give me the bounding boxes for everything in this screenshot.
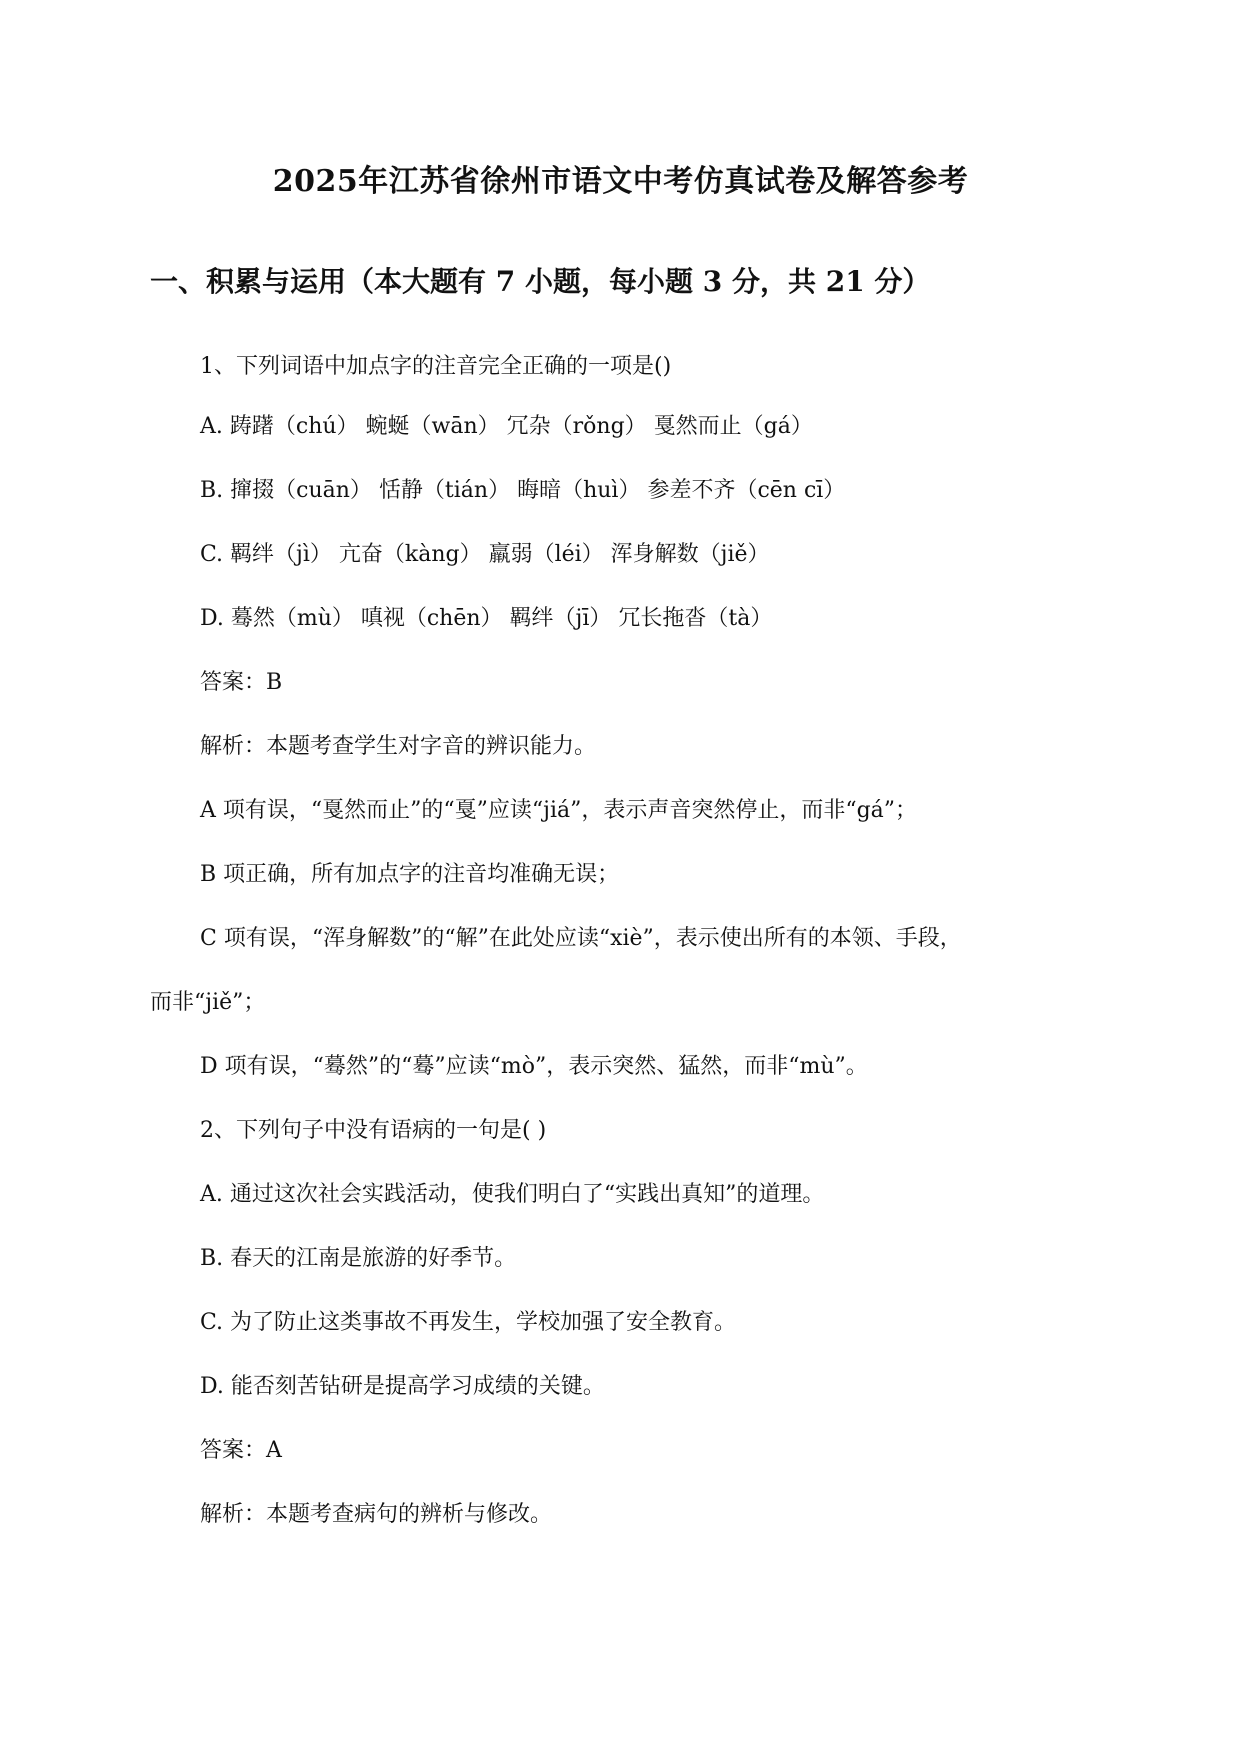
section-heading: 一、积累与运用（本大题有 7 小题，每小题 3 分，共 21 分） — [150, 265, 931, 298]
question-2-option-d: D. 能否刻苦钻研是提高学习成绩的关键。 — [200, 1374, 605, 1399]
question-1-analysis-d: D 项有误，“蓦然”的“蓦”应读“mò”，表示突然、猛然，而非“mù”。 — [200, 1054, 868, 1079]
question-1-stem: 1、下列词语中加点字的注音完全正确的一项是() — [200, 354, 672, 379]
question-2-option-b: B. 春天的江南是旅游的好季节。 — [200, 1246, 517, 1271]
question-1-option-a: A. 踌躇（chú） 蜿蜒（wān） 冗杂（rǒng） 戛然而止（gá） — [200, 414, 813, 439]
question-1-analysis-c: C 项有误，“浑身解数”的“解”在此处应读“xiè”，表示使出所有的本领、手段， — [200, 926, 962, 951]
question-1-option-d: D. 蓦然（mù） 嗔视（chēn） 羁绊（jī） 冗长拖沓（tà） — [200, 606, 773, 631]
question-2-analysis-intro: 解析：本题考查病句的辨析与修改。 — [200, 1502, 553, 1527]
question-1-answer: 答案：B — [200, 670, 283, 695]
question-2-option-a: A. 通过这次社会实践活动，使我们明白了“实践出真知”的道理。 — [200, 1182, 825, 1207]
question-1-analysis-b: B 项正确，所有加点字的注音均准确无误； — [200, 862, 620, 887]
question-1-analysis-a: A 项有误，“戛然而止”的“戛”应读“jiá”，表示声音突然停止，而非“gá”； — [200, 798, 918, 823]
question-1-analysis-intro: 解析：本题考查学生对字音的辨识能力。 — [200, 734, 597, 759]
question-1-analysis-c-continued: 而非“jiě”； — [150, 990, 266, 1015]
question-2-answer: 答案：A — [200, 1438, 282, 1463]
question-2-stem: 2、下列句子中没有语病的一句是( ) — [200, 1118, 547, 1143]
question-2-option-c: C. 为了防止这类事故不再发生，学校加强了安全教育。 — [200, 1310, 737, 1335]
question-1-option-b: B. 撺掇（cuān） 恬静（tián） 晦暗（huì） 参差不齐（cēn cī） — [200, 478, 846, 503]
document-title: 2025年江苏省徐州市语文中考仿真试卷及解答参考 — [272, 164, 969, 199]
question-1-option-c: C. 羁绊（jì） 亢奋（kàng） 羸弱（léi） 浑身解数（jiě） — [200, 542, 770, 567]
